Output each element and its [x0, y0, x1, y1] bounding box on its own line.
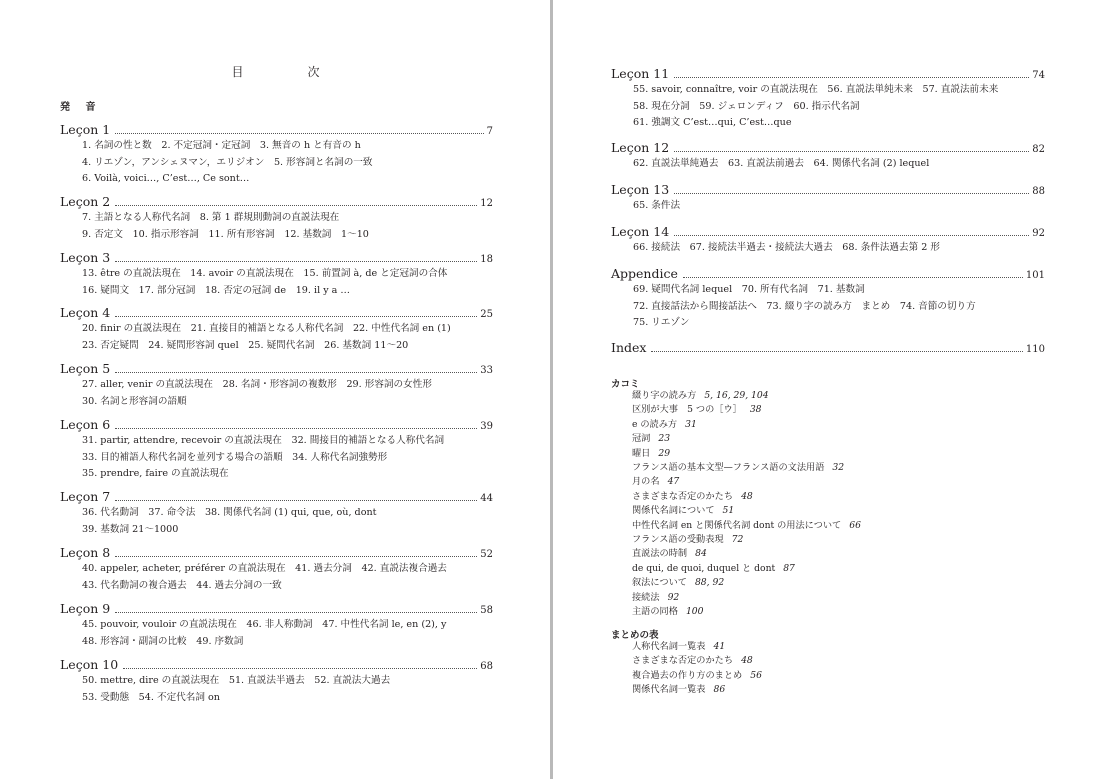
- kakomi-item[interactable]: [632, 547, 861, 561]
- leader-dots: [115, 612, 477, 613]
- entry-line: 9. 否定文 10. 指示形容詞 11. 所有形容詞 12. 基数詞 1～10: [82, 228, 369, 240]
- kakomi-item-pages: 5, 16, 29, 104: [704, 390, 769, 401]
- kakomi-item[interactable]: [632, 432, 861, 446]
- matome-item[interactable]: [632, 654, 762, 668]
- matome-item-text: 関係代名詞一覧表: [632, 684, 706, 696]
- entry-page-number: 18: [480, 254, 493, 265]
- entry-title: Leçon 6: [60, 417, 111, 432]
- entry-page-number: 12: [480, 198, 493, 209]
- kakomi-item-pages: 92: [667, 591, 680, 603]
- kakomi-item-pages: 87: [783, 562, 795, 574]
- entry-line: 31. partir, attendre, recevoir の直説法現在 32. 間接目的補語となる人称代名詞: [82, 435, 445, 446]
- kakomi-item-text: 関係代名詞について: [632, 505, 715, 517]
- entry-line: 50. mettre, dire の直説法現在 51. 直説法半過去 52. 直説法大過去: [82, 675, 391, 686]
- matome-item-pages: 86: [713, 684, 726, 696]
- entry-page-number: 101: [1025, 270, 1045, 281]
- leader-dots: [115, 261, 477, 262]
- entry-line: 1. 名詞の性と数 2. 不定冠詞・定冠詞 3. 無音の h と有音の h: [82, 140, 361, 151]
- toc-title: 目 次: [231, 65, 346, 79]
- kakomi-item-pages: 31: [685, 418, 697, 430]
- entry-title: Leçon 11: [611, 66, 670, 81]
- entry-title: Leçon 9: [60, 601, 111, 616]
- leader-dots: [674, 235, 1029, 236]
- entry-line: 23. 否定疑問 24. 疑問形容詞 quel 25. 疑問代名詞 26. 基数詞 11～20: [82, 339, 409, 351]
- kakomi-item-pages: 72: [731, 534, 744, 546]
- entry-title: Leçon 5: [60, 361, 111, 376]
- kakomi-item-pages: 23: [658, 433, 671, 445]
- entry-page-number: 68: [480, 661, 493, 672]
- toc-entry-lecon-2[interactable]: [60, 194, 493, 243]
- leader-dots: [115, 316, 477, 317]
- matome-item-pages: 41: [713, 641, 726, 652]
- entry-line: 58. 現在分詞 59. ジェロンディフ 60. 指示代名詞: [633, 100, 860, 112]
- matome-item[interactable]: [632, 640, 762, 654]
- toc-entry-lecon-14[interactable]: [611, 224, 1045, 257]
- toc-entry-lecon-4[interactable]: [60, 305, 493, 354]
- kakomi-list: [632, 389, 861, 620]
- kakomi-item-text: さまざまな否定のかたち: [632, 490, 734, 502]
- entry-line: 30. 名詞と形容詞の語順: [82, 395, 187, 407]
- kakomi-item[interactable]: [632, 504, 861, 518]
- entry-line: 27. aller, venir の直説法現在 28. 名詞・形容詞の複数形 29. 形容詞の女性形: [82, 379, 432, 390]
- entry-page-number: 58: [480, 605, 493, 616]
- entry-title: Leçon 8: [60, 545, 111, 560]
- kakomi-item-text: 区別が大事 5 つの［ウ］: [632, 404, 742, 416]
- entry-line: 7. 主語となる人称代名詞 8. 第 1 群規則動詞の直説法現在: [82, 212, 340, 223]
- kakomi-item-pages: 38: [749, 404, 762, 416]
- kakomi-item-text: 月の名: [632, 476, 660, 488]
- entry-line: 48. 形容詞・副詞の比較 49. 序数詞: [82, 635, 244, 647]
- kakomi-heading: カコミ: [611, 379, 640, 390]
- toc-entry-lecon-5[interactable]: [60, 361, 493, 410]
- kakomi-item-pages: 84: [695, 548, 707, 560]
- entry-title: Leçon 14: [611, 224, 670, 239]
- section-heading-pronunciation: 発 音: [60, 102, 102, 113]
- kakomi-item-pages: 100: [685, 606, 704, 618]
- entry-page-number: 52: [480, 549, 493, 560]
- kakomi-item-pages: 29: [658, 447, 671, 459]
- leader-dots: [123, 668, 477, 669]
- kakomi-item[interactable]: [632, 605, 861, 619]
- matome-item-pages: 56: [750, 669, 762, 681]
- toc-entry-lecon-13[interactable]: [611, 182, 1045, 215]
- toc-entry-lecon-6[interactable]: [60, 417, 493, 483]
- matome-item-text: さまざまな否定のかたち: [632, 655, 734, 667]
- kakomi-item-pages: 32: [832, 462, 845, 474]
- entry-line: 62. 直説法単純過去 63. 直説法前過去 64. 関係代名詞 (2) lequel: [633, 158, 930, 169]
- matome-item-text: 複合過去の作り方のまとめ: [632, 669, 743, 681]
- leader-dots: [674, 193, 1029, 194]
- entry-line: 36. 代名動詞 37. 命令法 38. 関係代名詞 (1) qui, que, où, dont: [82, 507, 377, 518]
- entry-line: 4. リエゾン，アンシェヌマン，エリジオン 5. 形容詞と名詞の一致: [82, 156, 373, 168]
- left-page: [0, 0, 551, 779]
- leader-dots: [115, 133, 483, 134]
- leader-dots: [674, 77, 1029, 78]
- kakomi-item-text: e の読み方: [632, 418, 678, 430]
- entry-page-number: 39: [480, 421, 493, 432]
- kakomi-item[interactable]: [632, 389, 861, 403]
- kakomi-item[interactable]: [632, 475, 861, 489]
- entry-page-number: 110: [1025, 344, 1045, 355]
- entry-line: 53. 受動態 54. 不定代名詞 on: [82, 691, 220, 703]
- entry-title: Leçon 2: [60, 194, 111, 209]
- toc-entry-lecon-3[interactable]: [60, 250, 493, 299]
- entry-line: 40. appeler, acheter, préférer の直説法現在 41. 過去分詞 42. 直説法複合過去: [82, 563, 447, 574]
- kakomi-item[interactable]: [632, 591, 861, 605]
- entry-page-number: 82: [1032, 144, 1045, 155]
- entry-line: 39. 基数詞 21～1000: [82, 523, 179, 535]
- right-page: [553, 0, 1103, 779]
- kakomi-item-pages: 66: [849, 519, 861, 531]
- entry-title: Leçon 7: [60, 489, 111, 504]
- leader-dots: [115, 372, 477, 373]
- toc-entry-lecon-8[interactable]: [60, 545, 493, 594]
- entry-line: 35. prendre, faire の直説法現在: [82, 468, 229, 479]
- entry-page-number: 25: [480, 309, 493, 320]
- entry-line: 20. finir の直説法現在 21. 直接目的補語となる人称代名詞 22. 中性代名詞 en (1): [82, 323, 451, 334]
- entry-page-number: 92: [1032, 228, 1045, 239]
- entry-page-number: 44: [480, 493, 493, 504]
- entry-line: 43. 代名動詞の複合過去 44. 過去分詞の一致: [82, 579, 282, 591]
- matome-item-pages: 48: [741, 655, 753, 667]
- entry-page-number: 7: [486, 126, 493, 137]
- kakomi-item[interactable]: [632, 447, 861, 461]
- kakomi-item-text: フランス語の基本文型—フランス語の文法用語: [632, 462, 825, 474]
- kakomi-item[interactable]: [632, 519, 861, 533]
- toc-entry-lecon-9[interactable]: [60, 601, 493, 650]
- kakomi-item-text: 曜日: [632, 447, 651, 459]
- entry-page-number: 74: [1032, 70, 1045, 81]
- kakomi-item-pages: 48: [741, 490, 753, 502]
- kakomi-item-pages: 51: [722, 505, 735, 517]
- entry-line: 61. 強調文 C’est…qui, C’est…que: [633, 117, 792, 128]
- leader-dots: [674, 151, 1029, 152]
- entry-title: Leçon 12: [611, 140, 670, 155]
- leader-dots: [115, 428, 477, 429]
- toc-entry-lecon-12[interactable]: [611, 140, 1045, 173]
- kakomi-item[interactable]: [632, 403, 861, 417]
- matome-list: [632, 640, 762, 698]
- entry-line: 69. 疑問代名詞 lequel 70. 所有代名詞 71. 基数詞: [633, 284, 865, 295]
- entry-title: Leçon 4: [60, 305, 111, 320]
- entry-title: Leçon 1: [60, 122, 111, 137]
- toc-entry-index[interactable]: [611, 340, 1045, 354]
- leader-dots: [651, 351, 1022, 352]
- matome-item[interactable]: [632, 683, 762, 697]
- entry-line: 75. リエゾン: [633, 317, 690, 328]
- kakomi-item-text: 冠詞: [632, 433, 651, 445]
- entry-title: Leçon 13: [611, 182, 670, 197]
- kakomi-item[interactable]: [632, 533, 861, 547]
- matome-item[interactable]: [632, 669, 762, 683]
- kakomi-item-text: 接続法: [632, 591, 660, 603]
- entry-line: 66. 接続法 67. 接続法半過去・接続法大過去 68. 条件法過去第 2 形: [633, 242, 940, 253]
- entry-line: 13. être の直説法現在 14. avoir の直説法現在 15. 前置詞 à, de と定冠詞の合体: [82, 268, 448, 279]
- entry-title: Leçon 10: [60, 657, 119, 672]
- toc-entry-lecon-1[interactable]: [60, 122, 493, 188]
- kakomi-item-text: 直説法の時制: [632, 548, 688, 560]
- entry-page-number: 88: [1032, 186, 1045, 197]
- leader-dots: [115, 556, 477, 557]
- toc-entry-appendice[interactable]: [611, 266, 1045, 332]
- entry-line: 65. 条件法: [633, 200, 681, 211]
- kakomi-item[interactable]: [632, 562, 861, 576]
- toc-entry-lecon-7[interactable]: [60, 489, 493, 538]
- kakomi-item-pages: 88, 92: [694, 577, 725, 589]
- entry-line: 72. 直接話法から間接話法へ 73. 綴り字の読み方 まとめ 74. 音節の切り方: [633, 300, 976, 312]
- matome-item-text: 人称代名詞一覧表: [632, 641, 706, 652]
- entry-title: Leçon 3: [60, 250, 111, 265]
- entry-title: Appendice: [611, 266, 678, 281]
- kakomi-item-text: 主語の同格: [632, 606, 678, 618]
- leader-dots: [115, 500, 477, 501]
- kakomi-item[interactable]: [632, 418, 861, 432]
- kakomi-item-pages: 47: [667, 476, 680, 488]
- entry-line: 55. savoir, connaître, voir の直説法現在 56. 直説法単純未来 57. 直説法前未来: [633, 84, 999, 95]
- kakomi-item[interactable]: [632, 461, 861, 475]
- kakomi-item-text: フランス語の受動表現: [632, 534, 724, 546]
- matome-heading: まとめの表: [611, 630, 659, 641]
- kakomi-item-text: 叙法について: [632, 577, 687, 589]
- kakomi-item-text: 中性代名詞 en と関係代名詞 dont の用法について: [632, 519, 842, 531]
- kakomi-item-text: de qui, de quoi, duquel と dont: [632, 562, 776, 574]
- entry-line: 33. 目的補語人称代名詞を並列する場合の語順 34. 人称代名詞強勢形: [82, 451, 388, 463]
- entry-line: 6. Voilà, voici…, C’est…, Ce sont…: [82, 173, 250, 184]
- leader-dots: [115, 205, 477, 206]
- entry-line: 16. 疑問文 17. 部分冠詞 18. 否定の冠詞 de 19. il y a …: [82, 284, 351, 296]
- kakomi-item[interactable]: [632, 576, 861, 590]
- toc-entry-lecon-10[interactable]: [60, 657, 493, 706]
- toc-entry-lecon-11[interactable]: [611, 66, 1045, 132]
- entry-page-number: 33: [480, 365, 493, 376]
- kakomi-item[interactable]: [632, 490, 861, 504]
- leader-dots: [683, 277, 1023, 278]
- kakomi-item-text: 綴り字の読み方: [632, 390, 697, 401]
- entry-title: Index: [611, 340, 647, 355]
- entry-line: 45. pouvoir, vouloir の直説法現在 46. 非人称動詞 47. 中性代名詞 le, en (2), y: [82, 619, 447, 630]
